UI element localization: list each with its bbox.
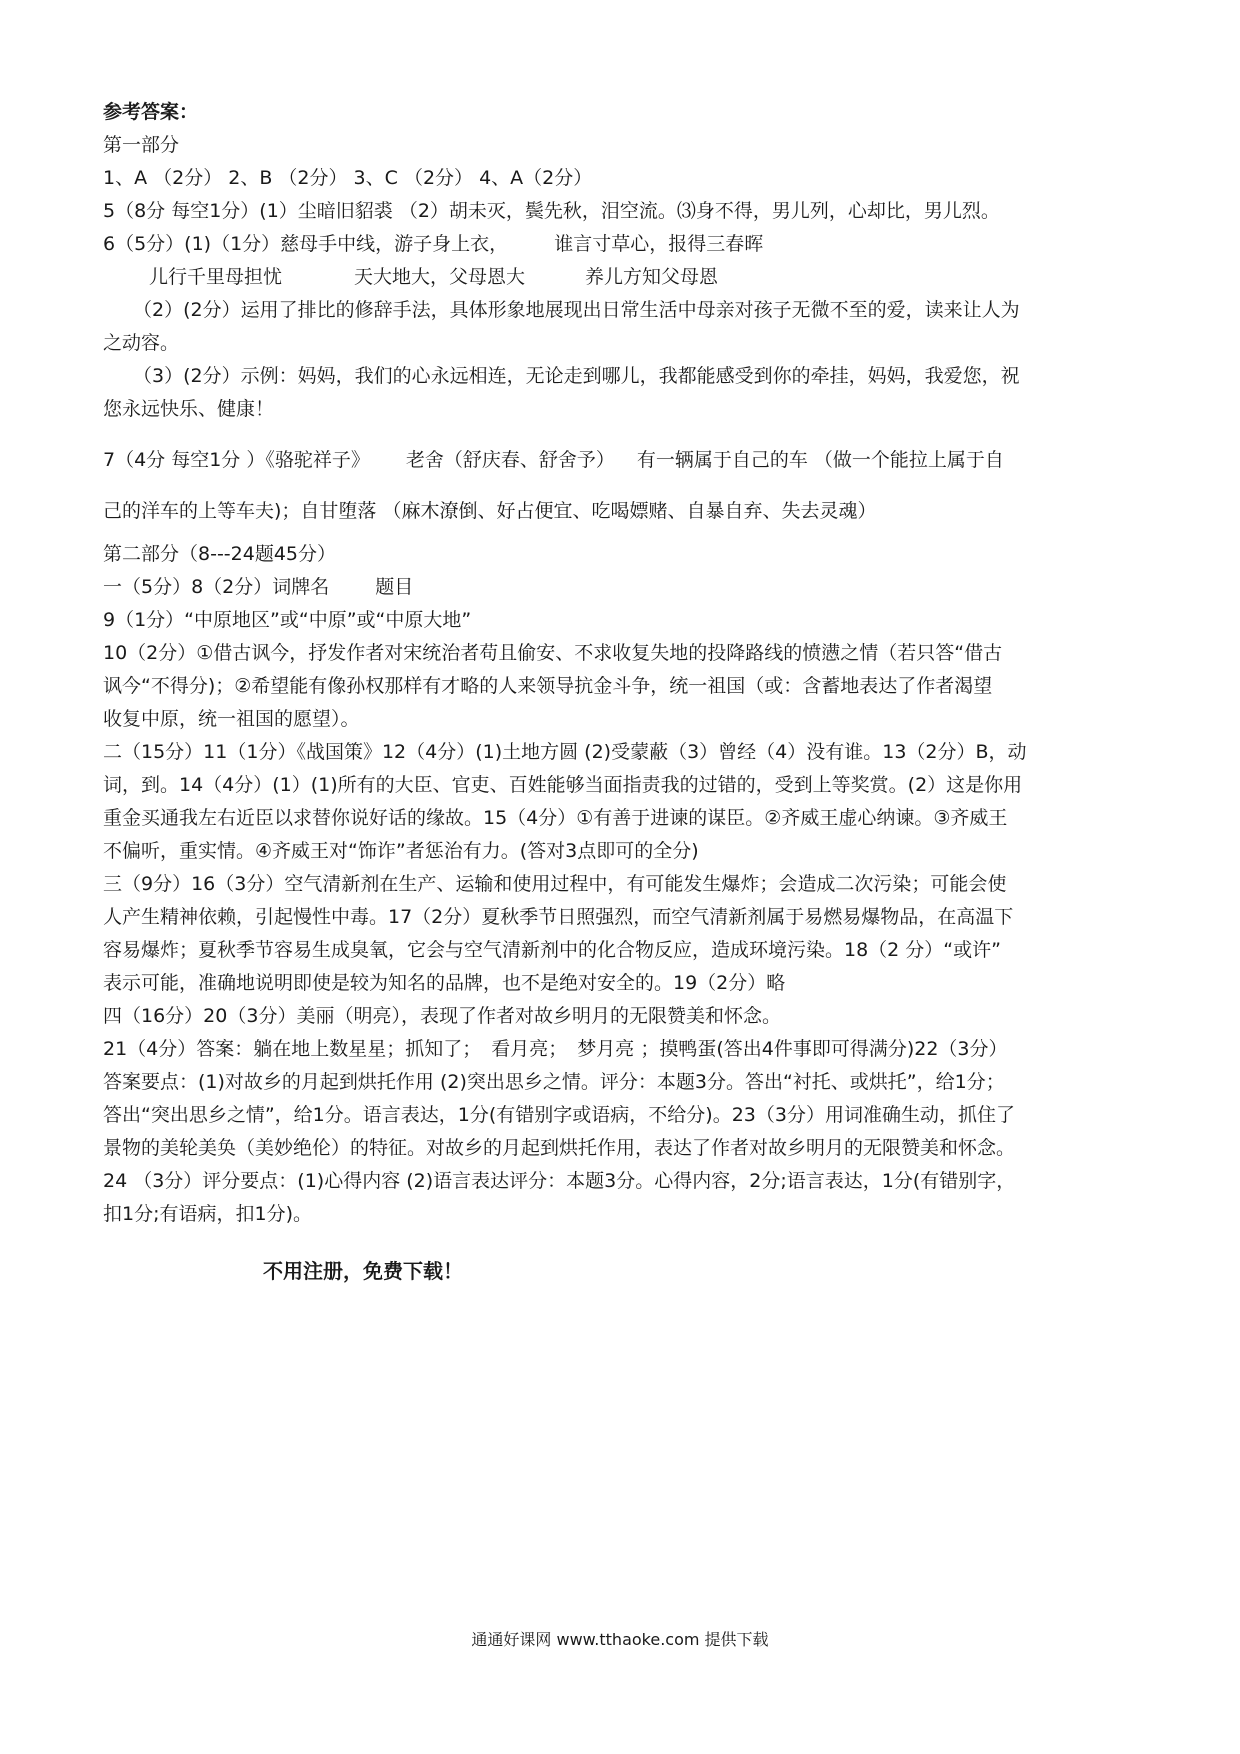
answer-q1-4: 1、A （2分） 2、B （2分） 3、C （2分） 4、A（2分） (103, 167, 593, 189)
answer-q6-part-b: 谁言寸草心，报得三春晖 (554, 233, 764, 255)
answer-q6-part-d: 天大地大，父母恩大 (354, 266, 526, 288)
answer-q10-line1: 10（2分）①借古讽今，抒发作者对宋统治者苟且偷安、不求收复失地的投降路线的愤懑之情（若只答“借古 (103, 642, 1003, 664)
answer-q6-3-line2: 您永远快乐、健康！ (103, 398, 275, 420)
answer-q8-part-b: 题目 (375, 576, 414, 598)
answer-section2-line4: 不偏听，重实情。④齐威王对“饰诈”者惩治有力。(答对3点即可的全分) (103, 840, 699, 862)
answer-q7-part-a: 7（4分 每空1分 ）《骆驼祥子》 (103, 449, 370, 471)
answer-q22-line2: 答案要点：(1)对故乡的月起到烘托作用 (2)突出思乡之情。评分：本题3分。答出“衬托、或烘托”，给1分； (103, 1071, 1005, 1093)
answer-q6-2-line1: （2）(2分）运用了排比的修辞手法，具体形象地展现出日常生活中母亲对孩子无微不至的爱，读来让人为 (133, 299, 1020, 321)
answer-q6-part-a: 6（5分）(1)（1分）慈母手中线，游子身上衣， (103, 233, 509, 255)
answer-q7-part-b: 老舍（舒庆春、舒舍予） (405, 449, 615, 471)
answer-section3-line1: 三（9分）16（3分）空气清新剂在生产、运输和使用过程中，有可能发生爆炸；会造成二次污染；可能会使 (103, 873, 1007, 895)
answer-sheet (103, 96, 1143, 1231)
answer-section1 (103, 571, 1143, 604)
answer-q7-line2: 己的洋车的上等车夫)；自甘堕落 （麻木潦倒、好占便宜、吃喝嫖赌、自暴自弃、失去灵魂） (103, 500, 877, 522)
answer-q21-part-a: 21（4分）答案：躺在地上数星星；抓知了； (103, 1038, 482, 1060)
answer-q21-part-c: 梦月亮 ；摸鸭蛋(答出4件事即可得满分)22（3分） (577, 1038, 1008, 1060)
answer-q6-part-c: 儿行千里母担忧 (149, 266, 283, 288)
answer-q9: 9（1分）“中原地区”或“中原”或“中原大地” (103, 609, 472, 631)
answer-q10-line2: 讽今“不得分)；②希望能有像孙权那样有才略的人来领导抗金斗争，统一祖国（或：含蓄地表达了作者渴望 (103, 675, 993, 697)
answer-q22-line3: 答出“突出思乡之情”，给1分。语言表达，1分(有错别字或语病，不给分)。23（3分）用词准确生动，抓住了 (103, 1104, 1015, 1126)
answer-q10-line3: 收复中原，统一祖国的愿望）。 (103, 708, 360, 730)
answer-section3-line4: 表示可能，准确地说明即使是较为知名的品牌，也不是绝对安全的。19（2分）略 (103, 972, 786, 994)
answer-q21-line (103, 1033, 1143, 1066)
answer-section2-line1: 二（15分）11（1分）《战国策》12（4分）(1)土地方圆 (2)受蒙蔽（3）曾经（4）没有谁。13（2分）B，动 (103, 741, 1027, 763)
answer-q7-part-c: 有一辆属于自己的车 （做一个能拉上属于自 (636, 449, 1004, 471)
answer-q6-3-line1: （3）(2分）示例：妈妈，我们的心永远相连，无论走到哪儿，我都能感受到你的牵挂，妈妈，我爱您，祝 (133, 365, 1020, 387)
answer-q24-line2: 扣1分;有语病，扣1分)。 (103, 1203, 312, 1225)
page-footer: 通通好课网 www.tthaoke.com 提供下载 (471, 1630, 769, 1649)
answer-q5: 5（8分 每空1分）(1）尘暗旧貂裘 （2）胡未灭，鬓先秋，泪空流。⑶身不得，男儿列，心却比，男儿烈。 (103, 200, 1000, 222)
page-title: 参考答案： (103, 101, 199, 123)
answer-q6-2-line2: 之动容。 (103, 332, 180, 354)
part2-heading: 第二部分（8---24题45分） (103, 543, 337, 565)
answer-q6-part-e: 养儿方知父母恩 (585, 266, 719, 288)
answer-q8-part-a: 一（5分）8（2分）词牌名 (103, 576, 330, 598)
answer-q7-line1 (103, 444, 1143, 477)
answer-section2-line2: 词，到。14（4分）(1）(1)所有的大臣、官吏、百姓能够当面指责我的过错的，受到上等奖赏。(2）这是你用 (103, 774, 1023, 796)
answer-q6-couplets (103, 261, 1143, 294)
answer-section3-line3: 容易爆炸；夏秋季节容易生成臭氧，它会与空气清新剂中的化合物反应，造成环境污染。18（2 分）“或许” (103, 939, 1001, 961)
answer-q23-line: 景物的美轮美奂（美妙绝伦）的特征。对故乡的月起到烘托作用，表达了作者对故乡明月的无限赞美和怀念。 (103, 1137, 1016, 1159)
answer-section4-line1: 四（16分）20（3分）美丽（明亮），表现了作者对故乡明月的无限赞美和怀念。 (103, 1005, 781, 1027)
answer-q24-line1: 24 （3分）评分要点：(1)心得内容 (2)语言表达评分：本题3分。心得内容，2分;语言表达，1分(有错别字， (103, 1170, 1016, 1192)
answer-section2-line3: 重金买通我左右近臣以求替你说好话的缘故。15（4分）①有善于进谏的谋臣。②齐威王虚心纳谏。③齐威王 (103, 807, 1008, 829)
answer-q21-part-b: 看月亮； (491, 1038, 568, 1060)
answer-q6-1 (103, 228, 1143, 261)
free-download-note: 不用注册，免费下载！ (263, 1259, 463, 1283)
answer-section3-line2: 人产生精神依赖，引起慢性中毒。17（2分）夏秋季节日照强烈，而空气清新剂属于易燃易爆物品，在高温下 (103, 906, 1014, 928)
part1-heading: 第一部分 (103, 134, 180, 156)
